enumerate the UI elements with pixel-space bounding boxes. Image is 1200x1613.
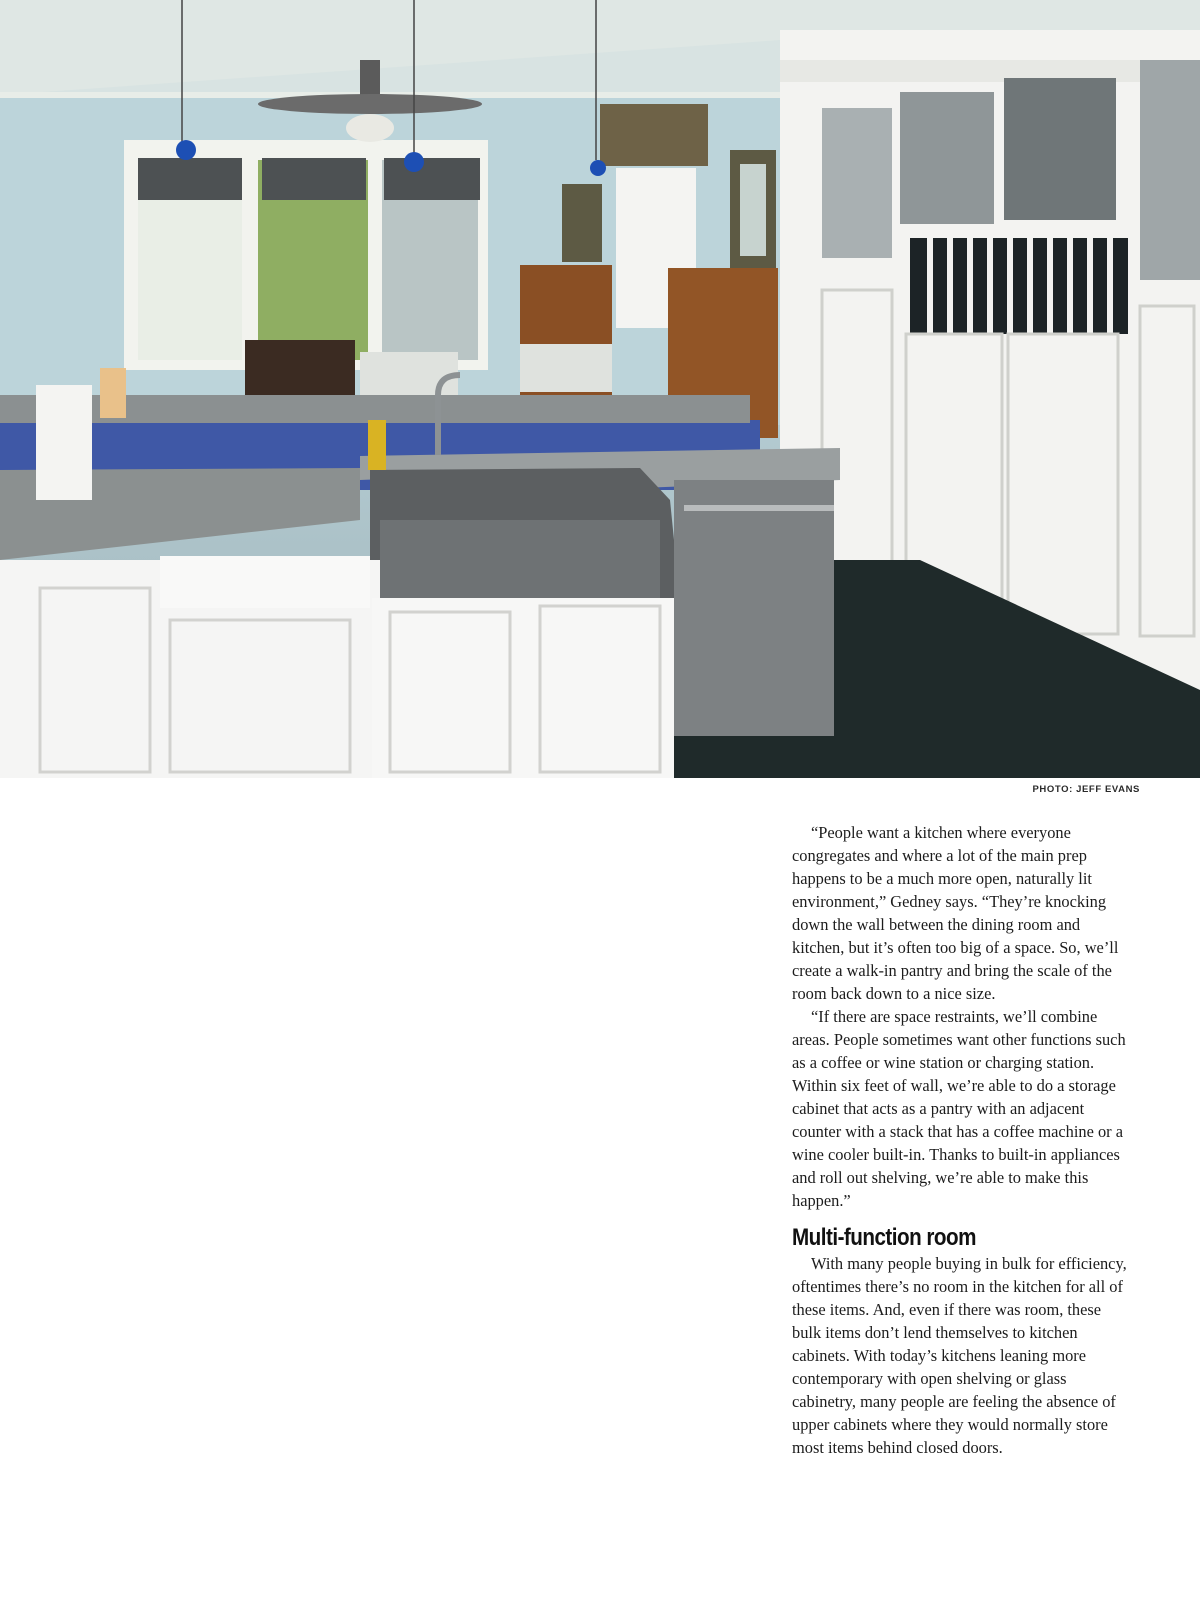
paragraph: “If there are space restraints, we’ll combine areas. People sometimes want other functions such as a coffee or wine station or charging station. Within six feet of wall, we’re able to do a storage cabinet that acts as a pantry with an adjacent counter with a stack that has a coffee machine or a wine cooler built-in. Thanks to built-in appliances and roll out shelving, we’re able to make this happen.” bbox=[792, 1007, 1126, 1210]
paragraph: With many people buying in bulk for efficiency, oftentimes there’s no room in the kitchen for all of these items. And, even if there was room, these bulk items don’t lend themselves to kitchen cabinets. With today’s kitchens leaning more contemporary with open shelving or glass cabinetry, many people are feeling the absence of upper cabinets where they would normally store most items behind closed doors. bbox=[792, 1254, 1127, 1457]
kitchen-photo bbox=[0, 0, 1200, 778]
kitchen-illustration bbox=[0, 0, 1200, 778]
photo-credit: PHOTO: JEFF EVANS bbox=[1032, 784, 1140, 795]
article-body bbox=[792, 821, 1130, 1459]
paragraph: “People want a kitchen where everyone congregates and where a lot of the main prep happens to be a much more open, naturally lit environment,” Gedney says. “They’re knocking down the wall between the dining room and kitchen, but it’s often too big of a space. So, we’ll create a walk-in pantry and bring the scale of the room back down to a nice size. bbox=[792, 823, 1119, 1003]
section-heading: Multi-function room bbox=[792, 1224, 976, 1251]
